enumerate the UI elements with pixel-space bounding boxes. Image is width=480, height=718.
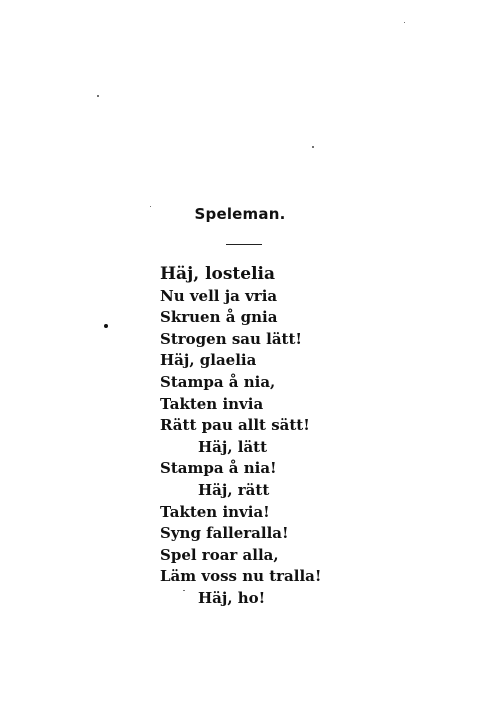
poem-line: Häj, rätt (198, 480, 270, 499)
poem-body (160, 264, 321, 610)
poem-line: Häj, lostelia (160, 264, 276, 284)
poem-line: Häj, lätt (198, 437, 268, 456)
poem-line: Nu vell ja vria (160, 286, 278, 305)
poem-line: Skruen å gnia (160, 308, 278, 327)
paper-speck (104, 324, 108, 328)
poem-line: Häj, glaelia (160, 351, 257, 370)
paper-speck (404, 22, 405, 23)
poem-line: Syng falleralla! (160, 524, 289, 543)
poem-line: Stampa å nia! (160, 459, 277, 478)
poem-line: Spel roar alla, (160, 545, 279, 564)
paper-speck (183, 590, 185, 591)
poem-title: Speleman. (194, 205, 286, 223)
poem-line: Takten invia (160, 394, 264, 413)
paper-speck (150, 206, 151, 207)
poem-line: Läm voss nu tralla! (160, 567, 322, 586)
poem-line: Stampa å nia, (160, 372, 276, 391)
poem-line: Takten invia! (160, 502, 270, 521)
paper-speck (97, 95, 99, 97)
paper-speck (312, 146, 314, 148)
poem-line: Strogen sau lätt! (160, 329, 302, 348)
title-divider (226, 244, 262, 245)
poem-line: Rätt pau allt sätt! (160, 416, 310, 435)
poem-line: Häj, ho! (198, 588, 266, 607)
